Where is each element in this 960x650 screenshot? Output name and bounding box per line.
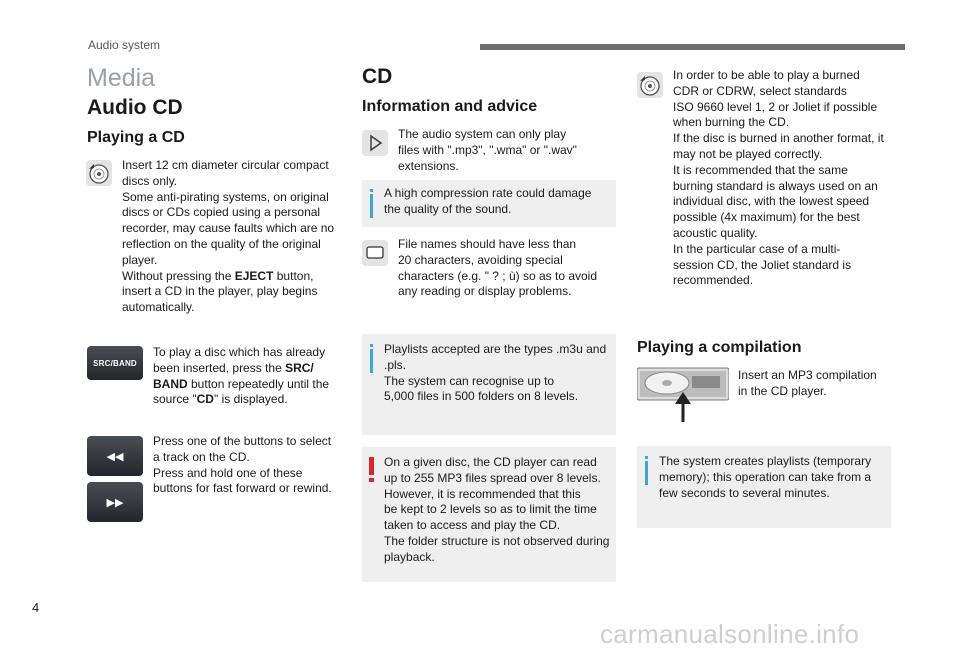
text-line: discs only.	[122, 173, 178, 188]
filenames-paragraph	[398, 237, 610, 300]
text-line: the quality of the sound.	[384, 201, 512, 216]
text-line: individual disc, with the lowest speed	[673, 194, 870, 209]
text-line: recorder, may cause faults which are no	[122, 221, 335, 236]
text-line: The system can recognise up to	[384, 373, 555, 388]
playing-compilation-title: Playing a compilation	[637, 339, 802, 356]
text-line: automatically.	[122, 300, 195, 315]
burned-cd-paragraph	[673, 68, 893, 289]
text-line: The folder structure is not observed during	[384, 533, 610, 548]
text-line: acoustic quality.	[673, 225, 758, 240]
text-line: To play a disc which has already	[153, 345, 326, 359]
running-header: Audio system	[88, 38, 161, 52]
text-line: If the disc is burned in another format, it	[673, 131, 884, 146]
text-line	[153, 377, 338, 393]
info-icon	[645, 461, 648, 485]
disc-icon	[637, 72, 663, 98]
text-line: few seconds to several minutes.	[659, 485, 830, 500]
text-line: a track on the CD.	[153, 449, 250, 464]
text-line: insert a CD in the player, play begins	[122, 284, 318, 299]
text-line: Some anti-pirating systems, on original	[122, 189, 329, 204]
text-line: possible (4x maximum) for the best	[673, 210, 860, 225]
src-key-label: SRC/	[285, 360, 314, 375]
text-line: when burning the CD.	[673, 115, 790, 130]
text-line: playback.	[384, 549, 435, 564]
text-line: characters (e.g. " ? ; ù) so as to avoid	[398, 268, 598, 283]
warning-icon-dot	[369, 478, 374, 482]
text-line	[153, 361, 338, 377]
text-line: CDR or CDRW, select standards	[673, 83, 847, 98]
text-line: files with ".mp3", ".wma" or ".wav"	[398, 142, 577, 157]
text-line: Insert 12 cm diameter circular compact	[122, 158, 329, 172]
text-line: File names should have less than	[398, 237, 577, 251]
text-line: 5,000 files in 500 folders on 8 levels.	[384, 389, 579, 404]
text-line: may not be played correctly.	[673, 146, 823, 161]
compilation-paragraph	[738, 368, 888, 400]
text-line: A high compression rate could damage	[384, 186, 592, 200]
text-line: However, it is recommended that this	[384, 486, 581, 501]
text-line: be kept to 2 levels so as to limit the time	[384, 502, 597, 517]
band-key-label: BAND	[153, 376, 188, 391]
fast-forward-icon: ▶▶	[106, 496, 124, 509]
text-line: discs or CDs copied using a personal	[122, 205, 321, 220]
text-run: " is displayed.	[213, 392, 288, 407]
playlists-info-box	[362, 334, 616, 435]
warning-box	[362, 447, 616, 582]
text-line: The system creates playlists (temporary	[659, 454, 872, 468]
text-line: burning standard is always used on an	[673, 178, 878, 193]
audio-cd-title: Audio CD	[87, 96, 183, 119]
header-bar	[480, 44, 905, 50]
text-line: Press and hold one of these	[153, 465, 303, 480]
text-run: source "	[153, 392, 197, 407]
text-line: up to 255 MP3 files spread over 8 levels.	[384, 470, 601, 485]
cd-player-illustration	[637, 366, 729, 426]
track-paragraph	[153, 434, 338, 497]
info-advice-title: Information and advice	[362, 98, 538, 115]
rewind-icon: ◀◀	[106, 450, 124, 463]
play-icon	[362, 130, 388, 156]
info-icon-dot	[645, 456, 648, 459]
page-number: 4	[32, 600, 40, 615]
watermark: carmanualsonline.info	[600, 619, 860, 649]
insert-paragraph	[122, 158, 337, 316]
warning-icon	[369, 457, 374, 475]
text-line: taken to access and play the CD.	[384, 518, 561, 533]
text-line: any reading or display problems.	[398, 284, 572, 299]
compression-info-box	[362, 180, 616, 227]
cd-title: CD	[362, 65, 393, 88]
text-run: button repeatedly until the	[187, 376, 330, 391]
text-line: Insert an MP3 compilation	[738, 368, 877, 382]
eject-key-label: EJECT	[234, 268, 274, 283]
text-line	[153, 392, 338, 408]
text-run: button,	[273, 268, 314, 283]
info-icon-dot	[370, 189, 373, 192]
cd-key-label: CD	[196, 392, 214, 407]
text-line: session CD, the Joliet standard is	[673, 257, 852, 272]
fast-forward-button-image	[87, 482, 143, 522]
info-icon-dot	[370, 344, 373, 347]
info-icon	[370, 194, 373, 218]
formats-paragraph	[398, 127, 608, 174]
playing-cd-title: Playing a CD	[87, 129, 185, 146]
media-title: Media	[87, 64, 156, 92]
text-line: buttons for fast forward or rewind.	[153, 481, 332, 496]
text-run: Without pressing the	[122, 268, 235, 283]
text-line: .pls.	[384, 357, 407, 372]
text-line: memory); this operation can take from a	[659, 469, 872, 484]
text-line: The audio system can only play	[398, 127, 567, 141]
src-band-button-image	[87, 346, 143, 380]
text-line	[122, 269, 337, 285]
text-line: Playlists accepted are the types .m3u and	[384, 342, 607, 356]
info-icon	[370, 349, 373, 373]
text-line: In the particular case of a multi-	[673, 241, 841, 256]
text-line: in the CD player.	[738, 383, 827, 398]
rewind-button-image	[87, 436, 143, 476]
text-line: reflection on the quality of the original	[122, 236, 321, 251]
text-line: Press one of the buttons to select	[153, 434, 332, 448]
src-band-button-label: SRC/BAND	[93, 358, 137, 368]
text-line: It is recommended that the same	[673, 162, 848, 177]
playlist-creation-info-box	[637, 446, 891, 528]
text-line: player.	[122, 252, 158, 267]
src-paragraph	[153, 345, 338, 408]
text-line: extensions.	[398, 158, 459, 173]
text-line: recommended.	[673, 273, 754, 288]
text-line: In order to be able to play a burned	[673, 68, 860, 82]
text-line: ISO 9660 level 1, 2 or Joliet if possible	[673, 99, 878, 114]
display-icon	[362, 240, 388, 266]
text-line: On a given disc, the CD player can read	[384, 455, 597, 469]
disc-icon	[86, 160, 112, 186]
text-line: 20 characters, avoiding special	[398, 252, 563, 267]
text-run: been inserted, press the	[153, 360, 286, 375]
